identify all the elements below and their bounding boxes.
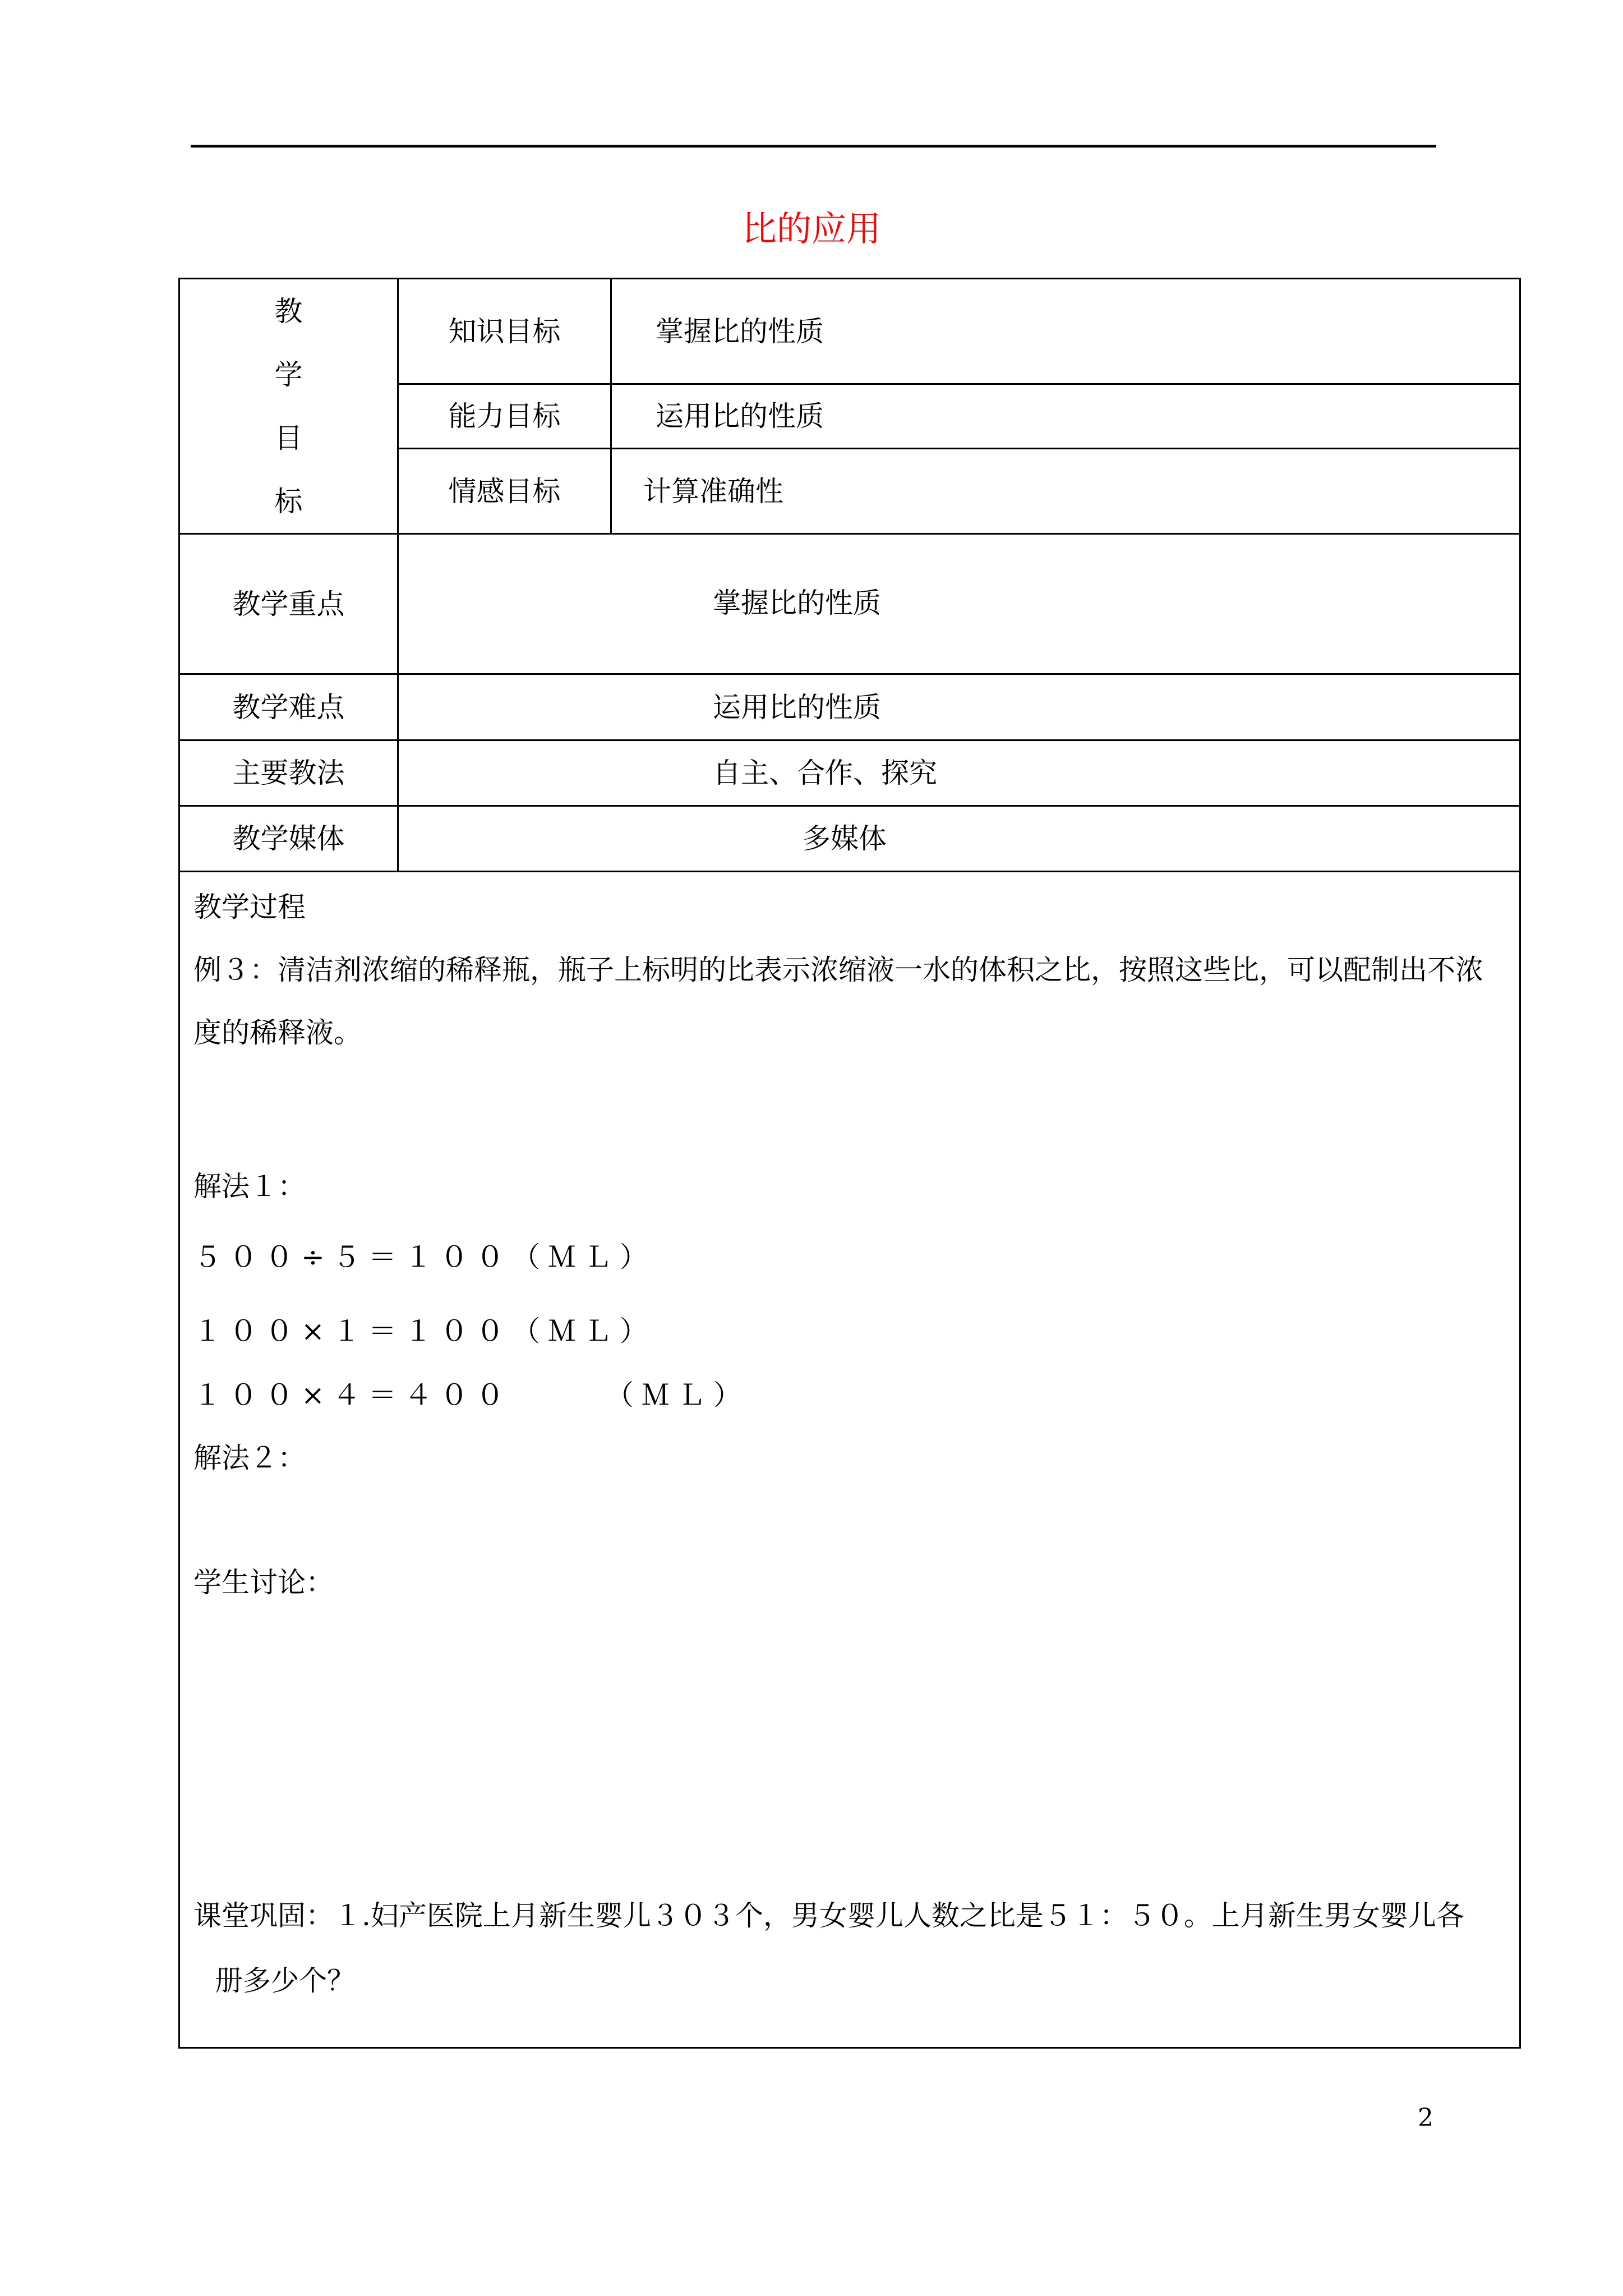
info-value-method: 自主、合作、探究	[398, 740, 1520, 806]
method1-step: ５００÷５＝１００（ＭＬ）	[193, 1241, 656, 1273]
discussion-heading: 学生讨论：	[193, 1566, 334, 1599]
info-row-media	[179, 806, 1520, 872]
info-row-method	[179, 740, 1520, 806]
objectives-label-char: 教	[274, 295, 303, 328]
objectives-label-cell	[179, 279, 398, 534]
objective-name-feeling: 情感目标	[398, 449, 611, 534]
process-row	[179, 872, 1520, 2048]
info-row-difficulty	[179, 674, 1520, 740]
objective-name-knowledge: 知识目标	[398, 279, 611, 384]
objective-value-feeling: 计算准确性	[611, 449, 1520, 534]
practice-text-line-1: 课堂巩固：１.妇产医院上月新生婴儿３０３个，男女婴儿人数之比是５１：５０。上月新生男女婴儿各	[193, 1899, 1464, 1932]
info-row-key-point	[179, 534, 1520, 674]
example-text-line-2: 度的稀释液。	[193, 1016, 362, 1049]
method1-step: １００×４＝４００ （ＭＬ）	[193, 1379, 749, 1411]
objective-value-ability: 运用比的性质	[611, 384, 1520, 449]
method2-heading: 解法２：	[193, 1442, 306, 1474]
info-label-method: 主要教法	[179, 740, 398, 806]
info-value-media: 多媒体	[398, 806, 1520, 872]
header-rule	[191, 145, 1436, 148]
objectives-label-char: 学	[274, 358, 303, 391]
info-value-difficulty: 运用比的性质	[398, 674, 1520, 740]
info-label-difficulty: 教学难点	[179, 674, 398, 740]
example-text-line-1: 例３：清洁剂浓缩的稀释瓶，瓶子上标明的比表示浓缩液一水的体积之比，按照这些比，可以配制出不浓	[193, 954, 1483, 986]
objective-row-knowledge	[179, 279, 1520, 384]
objectives-label-char: 标	[274, 485, 303, 518]
method1-heading: 解法１：	[193, 1170, 306, 1203]
method1-step: １００×１＝１００（ＭＬ）	[193, 1315, 656, 1347]
document-title: 比的应用	[741, 208, 881, 249]
info-value-key-point: 掌握比的性质	[398, 534, 1520, 674]
page-number: 2	[1418, 2104, 1433, 2132]
objective-name-ability: 能力目标	[398, 384, 611, 449]
practice-text-line-2: 册多少个？	[215, 1964, 355, 1997]
objectives-vertical-label	[180, 293, 397, 519]
info-label-media: 教学媒体	[179, 806, 398, 872]
objectives-label-char: 目	[274, 421, 303, 454]
process-heading: 教学过程	[193, 891, 306, 923]
info-label-key-point: 教学重点	[179, 534, 398, 674]
lesson-plan-table	[178, 278, 1521, 2049]
objective-value-knowledge: 掌握比的性质	[611, 279, 1520, 384]
process-cell	[179, 872, 1520, 2048]
